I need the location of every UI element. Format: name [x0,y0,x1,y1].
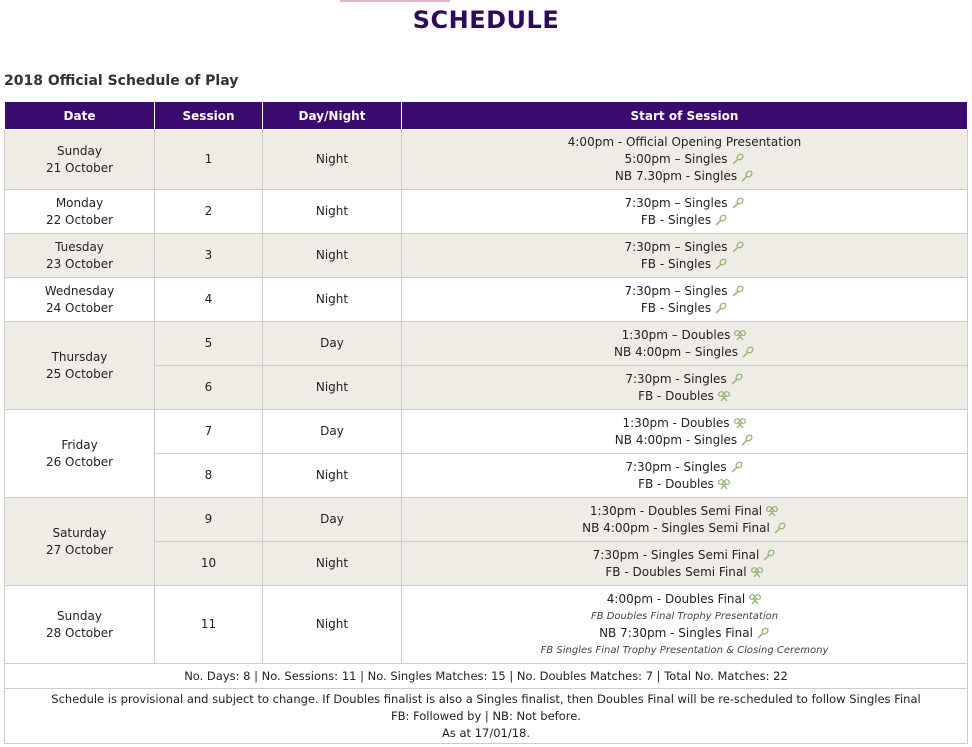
session-number: 4 [155,278,263,322]
session-number: 2 [155,190,263,234]
schedule-subtitle: 2018 Official Schedule of Play [4,73,239,89]
day-night-value: Night [263,130,402,190]
start-of-session-cell [402,498,968,542]
session-line-text: NB 4:00pm - Singles [614,432,738,447]
session-number: 10 [155,542,263,586]
date-weekday: Wednesday [44,283,115,298]
doubles-racquets-icon [733,417,747,429]
note-as-at-date: As at 17/01/18. [441,725,531,740]
start-of-session-cell [402,542,968,586]
date-cell [5,130,155,190]
doubles-racquets-icon [717,390,731,402]
day-night-value: Night [263,366,402,410]
day-night-value: Night [263,278,402,322]
session-line [406,459,963,476]
date-weekday: Sunday [57,608,102,623]
singles-racquet-icon [731,285,745,297]
notes-row [5,689,968,744]
session-line [406,371,963,388]
session-line-text: 7:30pm - Singles [625,371,727,386]
date-cell [5,586,155,664]
session-line-text: 7:30pm – Singles [624,239,728,254]
session-line-text: 5:00pm – Singles [624,152,728,166]
session-number: 6 [155,366,263,410]
singles-racquet-icon [762,549,776,561]
session-line [406,564,963,581]
session-line [406,195,963,212]
session-line [406,415,963,432]
start-of-session-cell [402,322,968,366]
start-of-session-cell [402,454,968,498]
start-of-session-cell [402,234,968,278]
singles-racquet-icon [730,461,744,473]
session-line-text: FB - Doubles Semi Final [605,564,747,579]
top-accent-line [340,0,450,2]
singles-racquet-icon [756,627,770,639]
day-night-value: Night [263,586,402,664]
schedule-table [4,101,968,744]
notes-cell [5,689,968,744]
session-line [406,520,963,537]
summary-text: No. Days: 8 | No. Sessions: 11 | No. Singles Matches: 15 | No. Doubles Matches: 7 | Total No. Matches: 22 [5,664,968,689]
session-line-text: NB 7.30pm - Singles [614,169,738,183]
session-line [406,476,963,493]
date-day-month: 24 October [45,300,114,315]
date-cell [5,234,155,278]
session-line [406,388,963,405]
date-weekday: Monday [55,195,104,210]
session-line [406,503,963,520]
singles-racquet-icon [714,258,728,270]
table-row [5,278,968,322]
table-header-row [5,102,968,130]
session-line-text: NB 4:00pm - Singles Semi Final [582,520,770,535]
date-cell [5,322,155,410]
date-day-month: 23 October [45,256,114,271]
session-line [406,344,963,361]
session-line-text: 4:00pm - Doubles Final [606,591,746,606]
date-cell [5,498,155,586]
date-day-month: 21 October [45,160,114,175]
date-weekday: Sunday [57,143,102,158]
session-line-text: 7:30pm - Singles [625,459,727,474]
session-line-text: 1:30pm - Doubles Semi Final [589,503,763,518]
doubles-racquets-icon [765,505,779,517]
session-line [406,168,963,185]
session-number: 5 [155,322,263,366]
table-row [5,130,968,190]
session-line-text: FB - Singles [640,256,712,271]
session-line [406,283,963,300]
start-of-session-cell [402,130,968,190]
session-line [406,256,963,273]
singles-racquet-icon [731,197,745,209]
note-provisional: Schedule is provisional and subject to change. If Doubles finalist is also a Singles finalist, then Doubles Final will be re-scheduled to follow Singles Final [51,691,921,706]
header-date: Date [5,102,155,130]
date-day-month: 22 October [45,212,114,227]
session-line-text: 1:30pm - Doubles [622,415,730,430]
session-line-text: FB - Singles [640,212,712,227]
table-row [5,498,968,542]
session-line [406,608,963,625]
day-night-value: Day [263,322,402,366]
singles-racquet-icon [773,522,787,534]
start-of-session-cell [402,366,968,410]
singles-racquet-icon [731,241,745,253]
date-cell [5,410,155,498]
table-row [5,586,968,664]
session-line [406,432,963,449]
session-line [406,134,963,151]
day-night-value: Night [263,234,402,278]
session-line-text: FB - Doubles [638,388,714,403]
date-day-month: 27 October [45,542,114,557]
session-number: 7 [155,410,263,454]
singles-racquet-icon [740,434,754,446]
session-line-text: NB 4:00pm – Singles [613,344,739,359]
session-number: 8 [155,454,263,498]
start-of-session-cell [402,586,968,664]
day-night-value: Night [263,542,402,586]
table-row [5,190,968,234]
summary-row [5,664,968,689]
session-number: 1 [155,130,263,190]
session-line [406,591,963,608]
session-line-text: FB - Doubles [638,476,714,491]
singles-racquet-icon [740,170,754,182]
session-line-text: 7:30pm – Singles [624,283,728,298]
singles-racquet-icon [714,214,728,226]
table-row [5,410,968,454]
doubles-racquets-icon [748,593,762,605]
singles-racquet-icon [731,153,745,165]
date-day-month: 25 October [45,366,114,381]
date-day-month: 28 October [45,625,114,640]
doubles-racquets-icon [717,478,731,490]
session-line-text: 1:30pm – Doubles [621,327,731,342]
singles-racquet-icon [714,302,728,314]
session-line [406,212,963,229]
table-row [5,234,968,278]
start-of-session-cell [402,410,968,454]
session-number: 3 [155,234,263,278]
session-line [406,547,963,564]
session-line [406,151,963,168]
session-line [406,625,963,642]
doubles-racquets-icon [750,566,764,578]
date-day-month: 26 October [45,454,114,469]
session-line-text: 7:30pm - Singles Semi Final [592,547,760,562]
day-night-value: Day [263,410,402,454]
session-line-text: 4:00pm - Official Opening Presentation [567,135,802,149]
session-line-text: 7:30pm – Singles [624,195,728,210]
session-number: 9 [155,498,263,542]
date-cell [5,190,155,234]
session-number: 11 [155,586,263,664]
session-line-text: FB Doubles Final Trophy Presentation [590,610,779,622]
header-day-night: Day/Night [263,102,402,130]
table-row [5,322,968,366]
session-line-text: NB 7:30pm - Singles Final [599,625,753,640]
start-of-session-cell [402,278,968,322]
date-weekday: Saturday [52,525,107,540]
header-session: Session [155,102,263,130]
session-line-text: FB Singles Final Trophy Presentation & Closing Ceremony [540,644,829,656]
session-line [406,642,963,659]
session-line-text: FB - Singles [640,300,712,315]
day-night-value: Day [263,498,402,542]
session-line [406,327,963,344]
session-line [406,239,963,256]
doubles-racquets-icon [733,329,747,341]
date-cell [5,278,155,322]
note-abbreviations: FB: Followed by | NB: Not before. [391,708,581,723]
header-start-of-session: Start of Session [402,102,968,130]
day-night-value: Night [263,190,402,234]
singles-racquet-icon [741,346,755,358]
day-night-value: Night [263,454,402,498]
date-weekday: Thursday [51,349,108,364]
singles-racquet-icon [730,373,744,385]
date-weekday: Tuesday [55,239,104,254]
session-line [406,300,963,317]
start-of-session-cell [402,190,968,234]
page-title: SCHEDULE [412,6,560,34]
date-weekday: Friday [61,437,98,452]
